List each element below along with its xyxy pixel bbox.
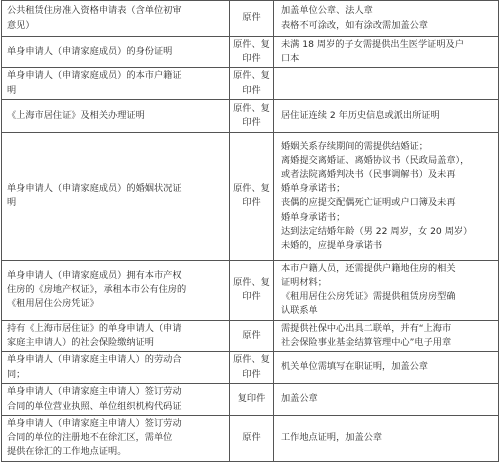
table-row (2, 384, 499, 416)
copy-type-cell (230, 68, 274, 99)
table-row (2, 352, 499, 384)
note-cell (274, 99, 499, 132)
note-cell (274, 352, 499, 384)
cell-text-line: 家庭主申请人）的社会保险缴纳证明 (7, 336, 154, 348)
cell-text-line: 口本 (281, 53, 300, 65)
cell-text-line: 公共租赁住房准入资格申请表（含单位初审 (7, 5, 182, 17)
cell-text-line: 认联系单 (281, 305, 318, 317)
cell-text-line: 同； (7, 368, 26, 380)
material-cell (2, 416, 230, 462)
cell-text-line: 原件 (242, 432, 261, 444)
cell-text-line: 未满 18 周岁的子女需提供出生医学证明及户 (281, 39, 464, 50)
copy-type-cell (230, 99, 274, 132)
note-cell (274, 384, 499, 416)
cell-text-line: 单身申请人（申请家庭成员）拥有本市产权 (7, 269, 182, 281)
cell-text-line: 合同的单位的注册地不在徐汇区，需单位 (7, 432, 173, 444)
material-cell (2, 260, 230, 320)
cell-text-line: 原件、复 (233, 70, 270, 82)
cell-text-line: 单身申请人（申请家庭成员）的本市户籍证 (7, 70, 182, 82)
cell-text-line: 原件、复 (233, 102, 270, 114)
cell-text-line: 丧偶的应提交配偶死亡证明或户口簿及未再 (281, 197, 456, 209)
table-row (2, 99, 499, 132)
note-cell (274, 68, 499, 99)
cell-text-line: 离婚提交离婚证、离婚协议书（民政局盖章）， (281, 154, 470, 166)
documents-table (1, 0, 499, 462)
note-cell (274, 260, 499, 320)
cell-text-line: 原件、复 (233, 39, 270, 50)
cell-text-line: 居住证连续 2 年历史信息或派出所证明 (281, 109, 440, 121)
cell-text-line: 《租用居住公房凭证》需提供租赁房房型确 (281, 291, 456, 303)
table-row (2, 37, 499, 68)
copy-type-cell (230, 320, 274, 351)
table-row (2, 416, 499, 462)
cell-text-line: 印件 (242, 116, 261, 128)
copy-type-cell (230, 132, 274, 260)
cell-text-line: 持有《上海市居住证》的单身申请人（申请 (7, 322, 182, 334)
cell-text-line: 证明材料； (281, 277, 327, 289)
cell-text-line: 单身申请人（申请家庭主申请人）签订劳动 (7, 418, 182, 430)
cell-text-line: 需提供社保中心出具二联单，并有“上海市 (281, 322, 452, 334)
cell-text-line: 明 (7, 84, 17, 96)
note-cell (274, 416, 499, 462)
material-cell (2, 352, 230, 384)
cell-text-line: 提供在徐汇的工作地点证明。 (7, 446, 127, 458)
table-row (2, 320, 499, 351)
table-row (2, 1, 499, 37)
cell-text-line: 达到法定结婚年龄（男 22 周岁，女 20 周岁） (281, 225, 473, 237)
material-cell (2, 68, 230, 99)
cell-text-line: 印件 (242, 368, 261, 380)
material-cell (2, 99, 230, 132)
cell-text-line: 原件 (242, 12, 261, 24)
cell-text-line: 加盖公章 (281, 393, 318, 405)
note-cell (274, 1, 499, 37)
cell-text-line: 本市户籍人员，还需提供户籍地住房的相关 (281, 262, 456, 274)
note-cell (274, 37, 499, 68)
cell-text-line: 原件、复 (233, 183, 270, 195)
cell-text-line: 原件、复 (233, 277, 270, 289)
cell-text-line: 婚单身承诺书； (281, 211, 346, 223)
cell-text-line: 意见） (7, 19, 35, 31)
material-cell (2, 384, 230, 416)
cell-text-line: 印件 (242, 84, 261, 96)
copy-type-cell (230, 260, 274, 320)
copy-type-cell (230, 1, 274, 37)
cell-text-line: 单身申请人（申请家庭成员）的身份证明 (7, 46, 173, 58)
note-cell (274, 132, 499, 260)
material-cell (2, 1, 230, 37)
cell-text-line: 原件、复 (233, 354, 270, 366)
table-row (2, 132, 499, 260)
cell-text-line: 复印件 (237, 393, 266, 405)
table-row (2, 260, 499, 320)
cell-text-line: 社会保险事业基金结算管理中心”电子用章 (281, 336, 452, 348)
cell-text-line: 表格不可涂改，如有涂改需加盖公章 (281, 19, 428, 31)
copy-type-cell (230, 352, 274, 384)
cell-text-line: 印件 (242, 197, 261, 209)
copy-type-cell (230, 416, 274, 462)
cell-text-line: 住房的《房地产权证》，承租本市公有住房的 (7, 284, 187, 296)
cell-text-line: 未婚的，应提单身承诺书 (281, 239, 383, 251)
cell-text-line: 合同的单位营业执照、单位组织机构代码证 (7, 400, 182, 412)
cell-text-line: 加盖单位公章、法人章 (281, 5, 373, 17)
cell-text-line: 原件 (242, 329, 261, 341)
cell-text-line: 《上海市居住证》及相关办理证明 (7, 109, 145, 121)
cell-text-line: 婚单身承诺书； (281, 183, 346, 195)
material-cell (2, 132, 230, 260)
cell-text-line: 婚姻关系存续期间的需提供结婚证； (281, 140, 428, 152)
table-row (2, 68, 499, 99)
cell-text-line: 或者法院离婚判决书（民事调解书）及未再 (281, 168, 456, 180)
copy-type-cell (230, 37, 274, 68)
note-cell (274, 320, 499, 351)
copy-type-cell (230, 384, 274, 416)
cell-text-line: 工作地点证明，加盖公章 (281, 432, 383, 444)
material-cell (2, 37, 230, 68)
cell-text-line: 单身申请人（申请家庭主申请人）的劳动合 (7, 354, 182, 366)
cell-text-line: 单身申请人（申请家庭成员）的婚姻状况证 (7, 183, 182, 195)
cell-text-line: 印件 (242, 53, 261, 65)
cell-text-line: 机关单位需填写在职证明，加盖公章 (281, 361, 428, 373)
cell-text-line: 印件 (242, 291, 261, 303)
material-cell (2, 320, 230, 351)
cell-text-line: 单身申请人（申请家庭主申请人）签订劳动 (7, 386, 182, 398)
cell-text-line: 明 (7, 197, 17, 209)
cell-text-line: 《租用居住公房凭证》 (7, 298, 99, 310)
